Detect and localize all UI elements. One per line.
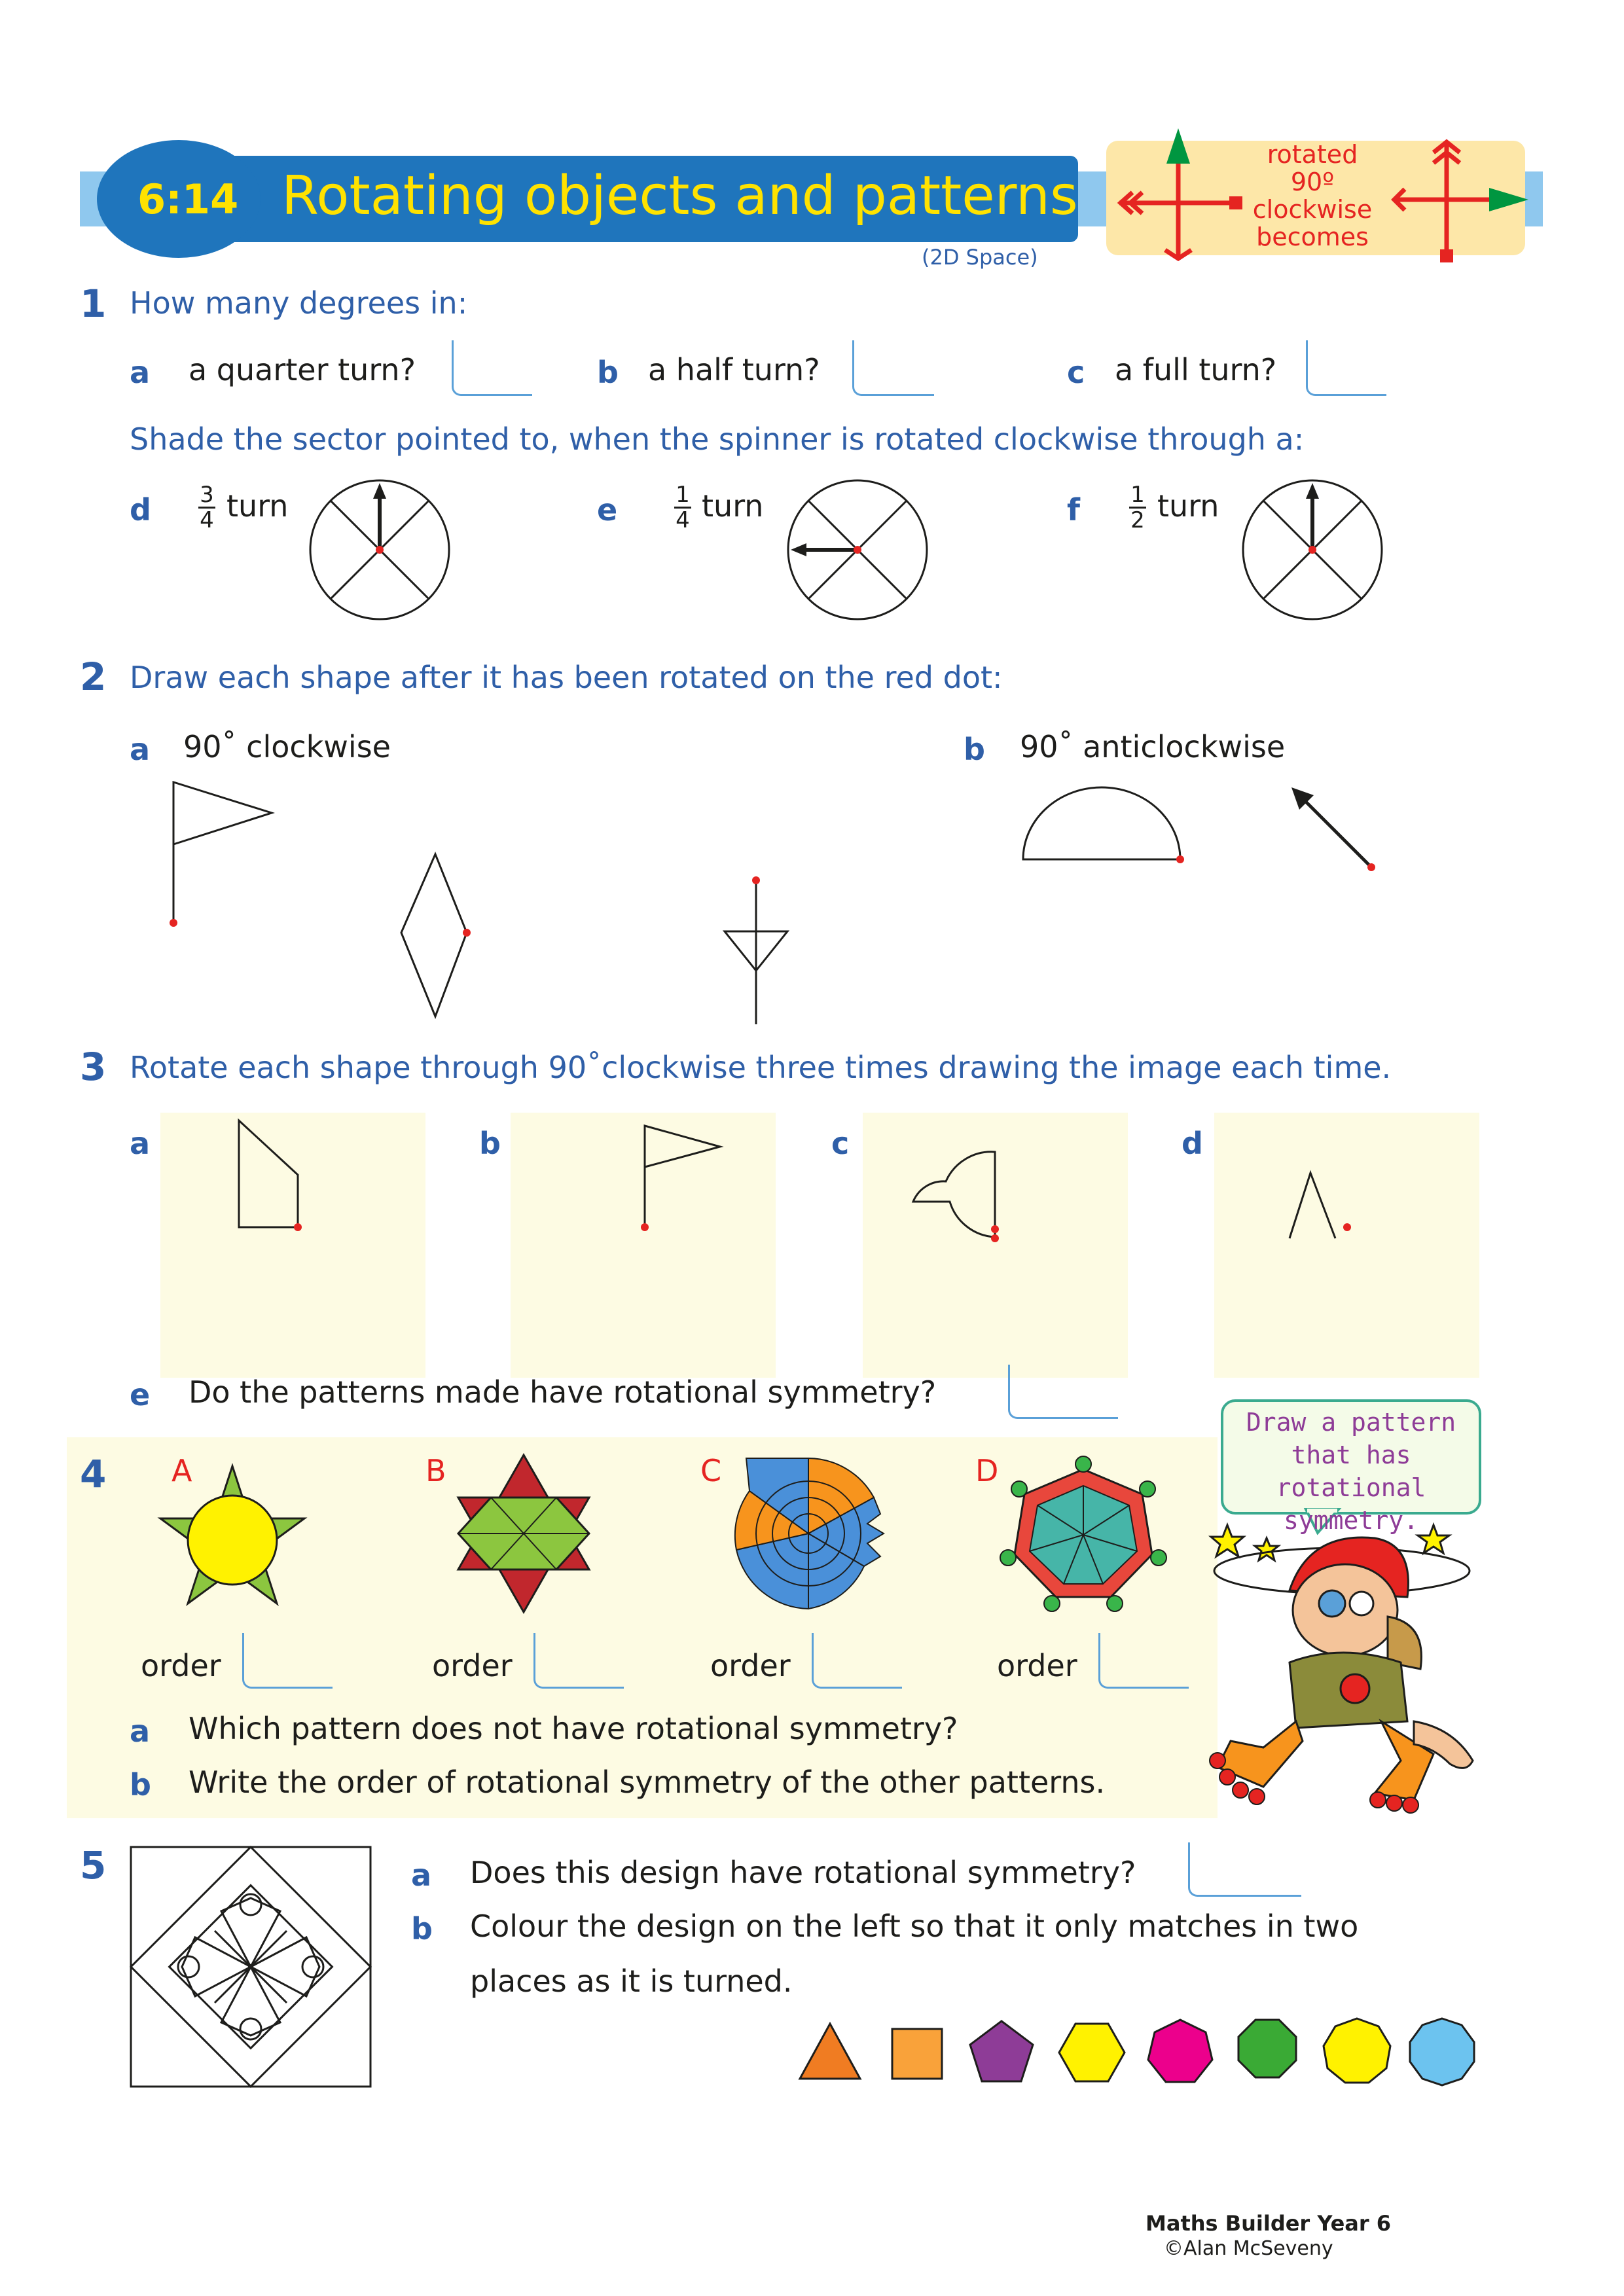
- q4-number: 4: [80, 1452, 107, 1496]
- speech-line-1: Draw a pattern: [1246, 1408, 1456, 1437]
- q3c-letter: c: [831, 1126, 850, 1161]
- speech-line-3: symmetry.: [1284, 1506, 1418, 1535]
- q4a-text: Which pattern does not have rotational symmetry?: [189, 1711, 958, 1746]
- q5-number: 5: [80, 1843, 107, 1888]
- q1f-numerator: 1: [1130, 482, 1145, 508]
- q5a-answer-box[interactable]: [1188, 1842, 1301, 1897]
- strip-pentagon: [970, 2021, 1033, 2081]
- q2b-text: 90˚ anticlockwise: [1020, 729, 1286, 764]
- page-title: Rotating objects and patterns: [281, 165, 1078, 227]
- q5b-line-1: Colour the design on the left so that it only matches in two: [470, 1909, 1359, 1944]
- q2-kite-shape: [389, 848, 481, 1024]
- q2-prompt: Draw each shape after it has been rotated on the red dot:: [130, 660, 1003, 695]
- q3e-text: Do the patterns made have rotational symmetry?: [189, 1374, 937, 1410]
- q1f-letter: f: [1067, 492, 1081, 528]
- q5b-letter: b: [411, 1911, 433, 1946]
- hint-line-3: clockwise: [1252, 195, 1373, 224]
- pattern-c-order-box[interactable]: [812, 1633, 902, 1689]
- q5a-letter: a: [411, 1857, 432, 1893]
- speech-line-2: that has rotational: [1276, 1441, 1426, 1502]
- q1-prompt: How many degrees in:: [130, 285, 468, 321]
- q1e-fraction: [674, 483, 691, 532]
- q1f-word: turn: [1157, 488, 1219, 524]
- pattern-c-order-label: order: [710, 1648, 791, 1683]
- q3e-letter: e: [130, 1377, 151, 1412]
- pattern-d-order-box[interactable]: [1098, 1633, 1189, 1689]
- q3-prompt: Rotate each shape through 90˚clockwise three times drawing the image each time.: [130, 1050, 1392, 1085]
- pattern-b-label: B: [425, 1453, 446, 1488]
- q4a-letter: a: [130, 1713, 151, 1749]
- q5b-line-2: places as it is turned.: [470, 1964, 793, 1999]
- q3a-shape: [232, 1113, 311, 1237]
- strip-decagon: [1410, 2018, 1474, 2085]
- polygon-shape-strip: [797, 2016, 1478, 2101]
- section-number: 6:14: [137, 175, 239, 223]
- q1-shade-prompt: Shade the sector pointed to, when the spinner is rotated clockwise through a:: [130, 422, 1305, 457]
- q3-number: 3: [80, 1045, 107, 1089]
- pattern-a-order-label: order: [141, 1648, 221, 1683]
- q1d-word: turn: [226, 488, 289, 524]
- q1d-letter: d: [130, 492, 151, 528]
- q1c-letter: c: [1067, 355, 1085, 390]
- q1c-answer-box[interactable]: [1306, 340, 1386, 396]
- q1b-text: a half turn?: [648, 352, 820, 387]
- q3d-panel[interactable]: [1214, 1113, 1479, 1378]
- strip-octagon: [1238, 2020, 1296, 2077]
- pattern-d-order-label: order: [997, 1648, 1077, 1683]
- q1c-text: a full turn?: [1115, 352, 1277, 387]
- pattern-d-web: [998, 1456, 1168, 1613]
- q4b-text: Write the order of rotational symmetry of the other patterns.: [189, 1765, 1106, 1800]
- q1f-fraction: [1129, 483, 1146, 532]
- rotation-hint-text: [1234, 141, 1391, 251]
- q2a-letter: a: [130, 732, 151, 767]
- q1b-answer-box[interactable]: [852, 340, 934, 396]
- pattern-b-hexagram: [448, 1452, 599, 1615]
- q3e-answer-box[interactable]: [1008, 1365, 1118, 1419]
- q1a-text: a quarter turn?: [189, 352, 416, 387]
- footer-copyright: ©Alan McSeveny: [1164, 2237, 1333, 2260]
- q4b-letter: b: [130, 1767, 151, 1803]
- q2-flag-shape: [157, 772, 288, 929]
- pattern-a-label: A: [171, 1453, 192, 1488]
- strip-nonagon: [1324, 2018, 1390, 2083]
- q1-number: 1: [80, 281, 107, 326]
- page-subtitle: (2D Space): [922, 245, 1038, 270]
- hint-line-4: becomes: [1256, 223, 1369, 251]
- q3c-shape: [907, 1145, 1011, 1250]
- q5-design: [130, 1846, 372, 2088]
- hint-line-2: 90º: [1290, 168, 1335, 196]
- pattern-a-order-box[interactable]: [242, 1633, 333, 1689]
- q2-number: 2: [80, 655, 107, 699]
- strip-hexagon: [1059, 2024, 1125, 2081]
- pattern-a-star: [157, 1463, 308, 1607]
- q3d-shape: [1283, 1165, 1355, 1244]
- q1d-fraction: [198, 483, 215, 532]
- dizzy-rollerskater-cartoon: [1191, 1505, 1492, 1806]
- q3a-letter: a: [130, 1126, 151, 1161]
- q3d-letter: d: [1182, 1126, 1203, 1161]
- q2a-text: 90˚ clockwise: [183, 729, 391, 764]
- pattern-c-label: C: [700, 1453, 722, 1488]
- q1b-letter: b: [597, 355, 619, 390]
- spinner-f: [1240, 478, 1384, 622]
- q3b-letter: b: [479, 1126, 501, 1161]
- q2-arrow-shape: [1286, 782, 1384, 880]
- compass-arrows-after-icon: [1381, 134, 1538, 272]
- strip-square: [892, 2029, 942, 2079]
- q1a-answer-box[interactable]: [452, 340, 532, 396]
- q2-semicircle-shape: [1018, 782, 1188, 874]
- q5a-text: Does this design have rotational symmetry?: [470, 1855, 1136, 1890]
- q1d-numerator: 3: [200, 482, 214, 508]
- q1e-word: turn: [702, 488, 764, 524]
- pattern-b-order-box[interactable]: [533, 1633, 624, 1689]
- strip-heptagon: [1148, 2020, 1212, 2082]
- pattern-c-fan: [733, 1452, 884, 1615]
- hint-line-1: rotated: [1267, 140, 1358, 169]
- pattern-b-order-label: order: [432, 1648, 513, 1683]
- spinner-d: [308, 478, 452, 622]
- q2-arrowhead-shape: [713, 874, 799, 1031]
- q1a-letter: a: [130, 355, 151, 390]
- q1e-numerator: 1: [676, 482, 690, 508]
- q3b-shape: [635, 1116, 727, 1237]
- strip-triangle: [800, 2024, 860, 2079]
- q1d-denominator: 4: [200, 507, 214, 533]
- q2b-letter: b: [964, 732, 985, 767]
- q1e-letter: e: [597, 492, 618, 528]
- q1e-denominator: 4: [676, 507, 690, 533]
- pattern-d-label: D: [975, 1453, 999, 1488]
- footer-book-title: Maths Builder Year 6: [1146, 2211, 1392, 2236]
- q1f-denominator: 2: [1130, 507, 1145, 533]
- spinner-e: [785, 478, 929, 622]
